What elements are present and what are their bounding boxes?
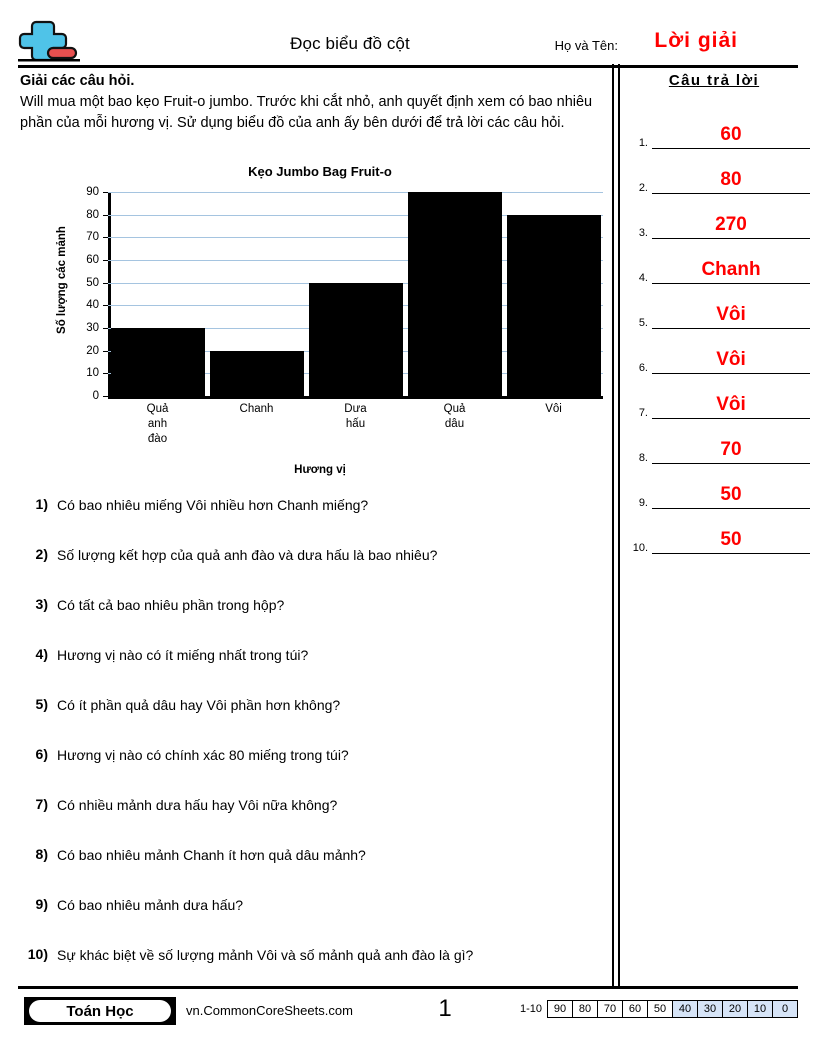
question-row bbox=[18, 746, 608, 796]
answer-value: 80 bbox=[720, 169, 742, 190]
question-number: 10) bbox=[27, 946, 48, 962]
chart-y-tick-label: 70 bbox=[86, 231, 99, 244]
plus-minus-logo-icon bbox=[18, 18, 80, 62]
question-row bbox=[18, 896, 608, 946]
name-value: Lời giải bbox=[654, 29, 738, 52]
chart-x-tick-label: Quả anh đào bbox=[146, 403, 169, 445]
chart-plot-inner bbox=[86, 186, 603, 445]
answer-row bbox=[624, 374, 810, 419]
score-scale-cells bbox=[547, 1000, 798, 1018]
question-row bbox=[18, 546, 608, 596]
question-row bbox=[18, 596, 608, 646]
question-text: Hương vị nào có chính xác 80 miếng trong túi? bbox=[57, 747, 349, 763]
answer-number: 2. bbox=[638, 182, 648, 194]
instructions-body: Will mua một bao kẹo Fruit-o jumbo. Trước khi cắt nhỏ, anh quyết định xem có bao nhiêu phần của mỗi hương vị. Sử dụng biểu đồ của anh ấy bên dưới để trả lời các câu hỏi. bbox=[20, 94, 593, 131]
page-header bbox=[0, 0, 816, 66]
answer-value: Chanh bbox=[701, 259, 761, 280]
chart-bar bbox=[408, 192, 502, 396]
name-label: Họ và Tên: bbox=[554, 38, 618, 53]
answer-value: 50 bbox=[720, 484, 742, 505]
chart-y-tick-label: 20 bbox=[86, 344, 99, 357]
chart-bar bbox=[309, 283, 403, 396]
answer-row bbox=[624, 194, 810, 239]
chart-y-tick bbox=[103, 283, 108, 284]
chart-x-axis-label: Hương vị bbox=[294, 464, 346, 476]
answer-row bbox=[624, 329, 810, 374]
chart-y-tick bbox=[103, 260, 108, 261]
question-number: 1) bbox=[35, 496, 48, 512]
question-text: Có ít phần quả dâu hay Vôi phần hơn không? bbox=[57, 697, 341, 713]
answer-number: 3. bbox=[638, 227, 648, 239]
question-row bbox=[18, 846, 608, 896]
column-divider-right bbox=[618, 64, 620, 986]
answer-number: 9. bbox=[638, 497, 648, 509]
answer-row bbox=[624, 509, 810, 554]
chart-y-tick bbox=[103, 373, 108, 374]
question-number: 4) bbox=[35, 646, 48, 662]
answer-number: 7. bbox=[638, 407, 648, 419]
question-text: Có nhiều mảnh dưa hấu hay Vôi nữa không? bbox=[57, 797, 338, 813]
chart-y-tick bbox=[103, 351, 108, 352]
score-scale-cell: 0 bbox=[773, 1000, 798, 1018]
instructions-title: Giải các câu hỏi. bbox=[20, 73, 135, 89]
chart-plot-area bbox=[86, 186, 603, 445]
question-row bbox=[18, 496, 608, 546]
score-scale-cell: 90 bbox=[548, 1000, 573, 1018]
answer-value: 70 bbox=[720, 439, 742, 460]
question-text: Có bao nhiêu mảnh Chanh ít hơn quả dâu mảnh? bbox=[57, 847, 366, 863]
answer-value: Vôi bbox=[716, 349, 746, 370]
answer-value: Vôi bbox=[716, 394, 746, 415]
question-text: Hương vị nào có ít miếng nhất trong túi? bbox=[57, 647, 309, 663]
question-text: Số lượng kết hợp của quả anh đào và dưa hấu là bao nhiêu? bbox=[57, 547, 438, 563]
question-number: 3) bbox=[35, 596, 48, 612]
brand-label: Toán Học bbox=[29, 1000, 171, 1022]
score-scale-cell: 70 bbox=[598, 1000, 623, 1018]
question-number: 8) bbox=[35, 846, 48, 862]
chart-gridline bbox=[108, 192, 603, 193]
score-scale-cell: 80 bbox=[573, 1000, 598, 1018]
question-number: 7) bbox=[35, 796, 48, 812]
chart-y-tick bbox=[103, 305, 108, 306]
footer-divider bbox=[18, 986, 798, 989]
questions-list bbox=[18, 496, 608, 996]
answer-column-heading: Câu trả lời bbox=[668, 72, 760, 89]
chart-y-tick bbox=[103, 328, 108, 329]
answer-number: 4. bbox=[638, 272, 648, 284]
chart-bar bbox=[111, 328, 205, 396]
question-text: Có bao nhiêu mảnh dưa hấu? bbox=[57, 897, 244, 913]
answer-row bbox=[624, 419, 810, 464]
chart-y-tick-label: 30 bbox=[86, 322, 99, 334]
question-number: 2) bbox=[35, 546, 48, 562]
answer-value: Vôi bbox=[716, 304, 746, 325]
score-scale-cell: 10 bbox=[748, 1000, 773, 1018]
question-text: Có tất cả bao nhiêu phần trong hộp? bbox=[57, 597, 285, 613]
chart-y-tick bbox=[103, 215, 108, 216]
chart-y-tick-label: 0 bbox=[92, 390, 99, 402]
chart-y-tick bbox=[103, 237, 108, 238]
answer-value: 50 bbox=[720, 529, 742, 550]
site-url: vn.CommonCoreSheets.com bbox=[186, 1003, 353, 1018]
chart-x-tick-label: Quả dâu bbox=[443, 403, 466, 430]
answer-row bbox=[624, 464, 810, 509]
score-scale-cell: 60 bbox=[623, 1000, 648, 1018]
question-row bbox=[18, 646, 608, 696]
chart-title: Kẹo Jumbo Bag Fruit-o bbox=[248, 164, 392, 179]
chart-y-tick bbox=[103, 396, 108, 397]
chart-x-tick-label: Chanh bbox=[239, 403, 274, 415]
score-scale-cell: 20 bbox=[723, 1000, 748, 1018]
score-scale bbox=[520, 1000, 798, 1018]
column-divider-left bbox=[612, 64, 614, 986]
answer-blank-line[interactable] bbox=[652, 553, 810, 554]
answer-row bbox=[624, 104, 810, 149]
page-title: Đọc biểu đồ cột bbox=[290, 34, 410, 53]
chart-bar bbox=[507, 215, 601, 396]
chart-x-tick-label: Dưa hấu bbox=[344, 403, 367, 430]
answer-number: 10. bbox=[632, 542, 648, 554]
brand-logo bbox=[24, 997, 176, 1025]
score-scale-cell: 40 bbox=[673, 1000, 698, 1018]
chart-y-tick bbox=[103, 192, 108, 193]
chart-x-tick-label: Vôi bbox=[545, 403, 562, 415]
chart-x-axis bbox=[108, 396, 603, 399]
question-row bbox=[18, 796, 608, 846]
chart-y-axis-label: Số lượng các mảnh bbox=[56, 226, 68, 334]
bar-chart bbox=[30, 164, 610, 489]
answer-number: 8. bbox=[638, 452, 648, 464]
answer-number: 6. bbox=[638, 362, 648, 374]
question-number: 5) bbox=[35, 696, 48, 712]
chart-y-tick-label: 40 bbox=[86, 299, 99, 312]
score-scale-cell: 30 bbox=[698, 1000, 723, 1018]
question-row bbox=[18, 696, 608, 746]
answer-row bbox=[624, 149, 810, 194]
chart-y-tick-label: 80 bbox=[86, 208, 99, 221]
chart-y-tick-label: 10 bbox=[86, 367, 99, 380]
answer-value: 60 bbox=[720, 124, 742, 145]
left-column bbox=[0, 66, 612, 986]
question-text: Sự khác biệt về số lượng mảnh Vôi và số mảnh quả anh đào là gì? bbox=[57, 947, 474, 963]
score-scale-label: 1-10 bbox=[519, 1003, 542, 1015]
question-number: 6) bbox=[35, 746, 48, 762]
score-scale-cell: 50 bbox=[648, 1000, 673, 1018]
answer-row bbox=[624, 239, 810, 284]
answer-number: 1. bbox=[638, 137, 648, 149]
answer-value: 270 bbox=[715, 214, 747, 235]
answer-row bbox=[624, 284, 810, 329]
question-number: 9) bbox=[35, 896, 48, 912]
question-text: Có bao nhiêu miếng Vôi nhiều hơn Chanh miếng? bbox=[57, 497, 369, 513]
chart-y-tick-label: 90 bbox=[86, 186, 99, 198]
page-number: 1 bbox=[438, 995, 452, 1022]
chart-bar bbox=[210, 351, 304, 396]
chart-y-tick-label: 50 bbox=[86, 276, 99, 289]
answer-number: 5. bbox=[638, 317, 648, 329]
chart-y-tick-label: 60 bbox=[86, 254, 99, 266]
